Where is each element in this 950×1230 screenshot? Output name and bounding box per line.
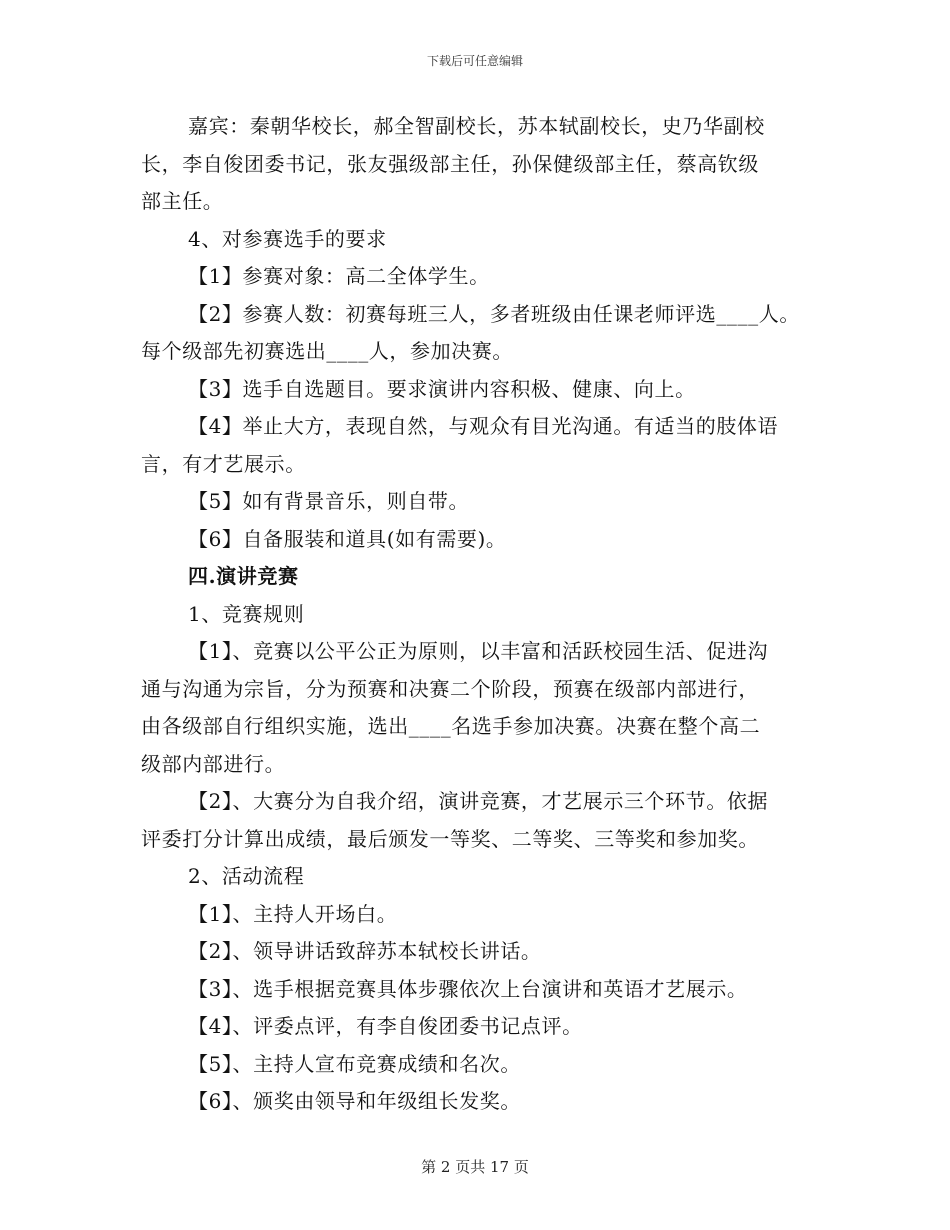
text-line: 【2】、领导讲话致辞苏本轼校长讲话。 <box>188 939 542 963</box>
text-line: 【2】参赛人数：初赛每班三人，多者班级由任课老师评选____人。 <box>188 301 800 326</box>
text-line: 【1】参赛对象：高二全体学生。 <box>188 264 490 288</box>
text-line: 4、对参赛选手的要求 <box>188 226 387 251</box>
page-footer: 第 2 页共 17 页 <box>421 1158 529 1176</box>
text-line: 【3】、选手根据竞赛具体步骤依次上台演讲和英语才艺展示。 <box>188 976 748 1001</box>
text-line: 1、竞赛规则 <box>188 601 305 626</box>
text-line: 部主任。 <box>141 189 224 213</box>
text-line: 由各级部自行组织实施，选出____名选手参加决赛。决赛在整个高二 <box>141 714 761 738</box>
text-line: 【6】、颁奖由领导和年级组长发奖。 <box>188 1089 521 1113</box>
text-line: 【3】选手自选题目。要求演讲内容积极、健康、向上。 <box>188 376 696 401</box>
text-line: 【2】、大赛分为自我介绍，演讲竞赛，才艺展示三个环节。依据 <box>188 789 769 813</box>
section-heading: 四.演讲竞赛 <box>188 564 299 588</box>
text-line: 【1】、竞赛以公平公正为原则，以丰富和活跃校园生活、促进沟 <box>188 639 769 663</box>
text-line: 级部内部进行。 <box>141 751 286 776</box>
text-line: 【4】举止大方，表现自然，与观众有目光沟通。有适当的肢体语 <box>188 414 779 438</box>
text-line: 【1】、主持人开场白。 <box>188 901 398 926</box>
text-line: 言，有才艺展示。 <box>141 451 306 476</box>
text-line: 【6】自备服装和道具(如有需要)。 <box>188 526 507 551</box>
text-line: 2、活动流程 <box>188 864 305 888</box>
text-line: 长，李自俊团委书记，张友强级部主任，孙保健级部主任，蔡高钦级 <box>141 151 759 176</box>
text-line: 评委打分计算出成绩，最后颁发一等奖、二等奖、三等奖和参加奖。 <box>141 826 759 851</box>
document-body <box>141 108 831 1121</box>
text-line: 【5】如有背景音乐，则自带。 <box>188 489 470 513</box>
text-line: 嘉宾：秦朝华校长，郝全智副校长，苏本轼副校长，史乃华副校 <box>188 114 765 138</box>
text-line: 通与沟通为宗旨，分为预赛和决赛二个阶段，预赛在级部内部进行， <box>141 676 759 701</box>
page-header: 下载后可任意编辑 <box>426 54 523 68</box>
text-line: 【4】、评委点评，有李自俊团委书记点评。 <box>188 1014 583 1038</box>
text-line: 每个级部先初赛选出____人，参加决赛。 <box>141 339 513 363</box>
text-line: 【5】、主持人宣布竞赛成绩和名次。 <box>188 1051 521 1076</box>
